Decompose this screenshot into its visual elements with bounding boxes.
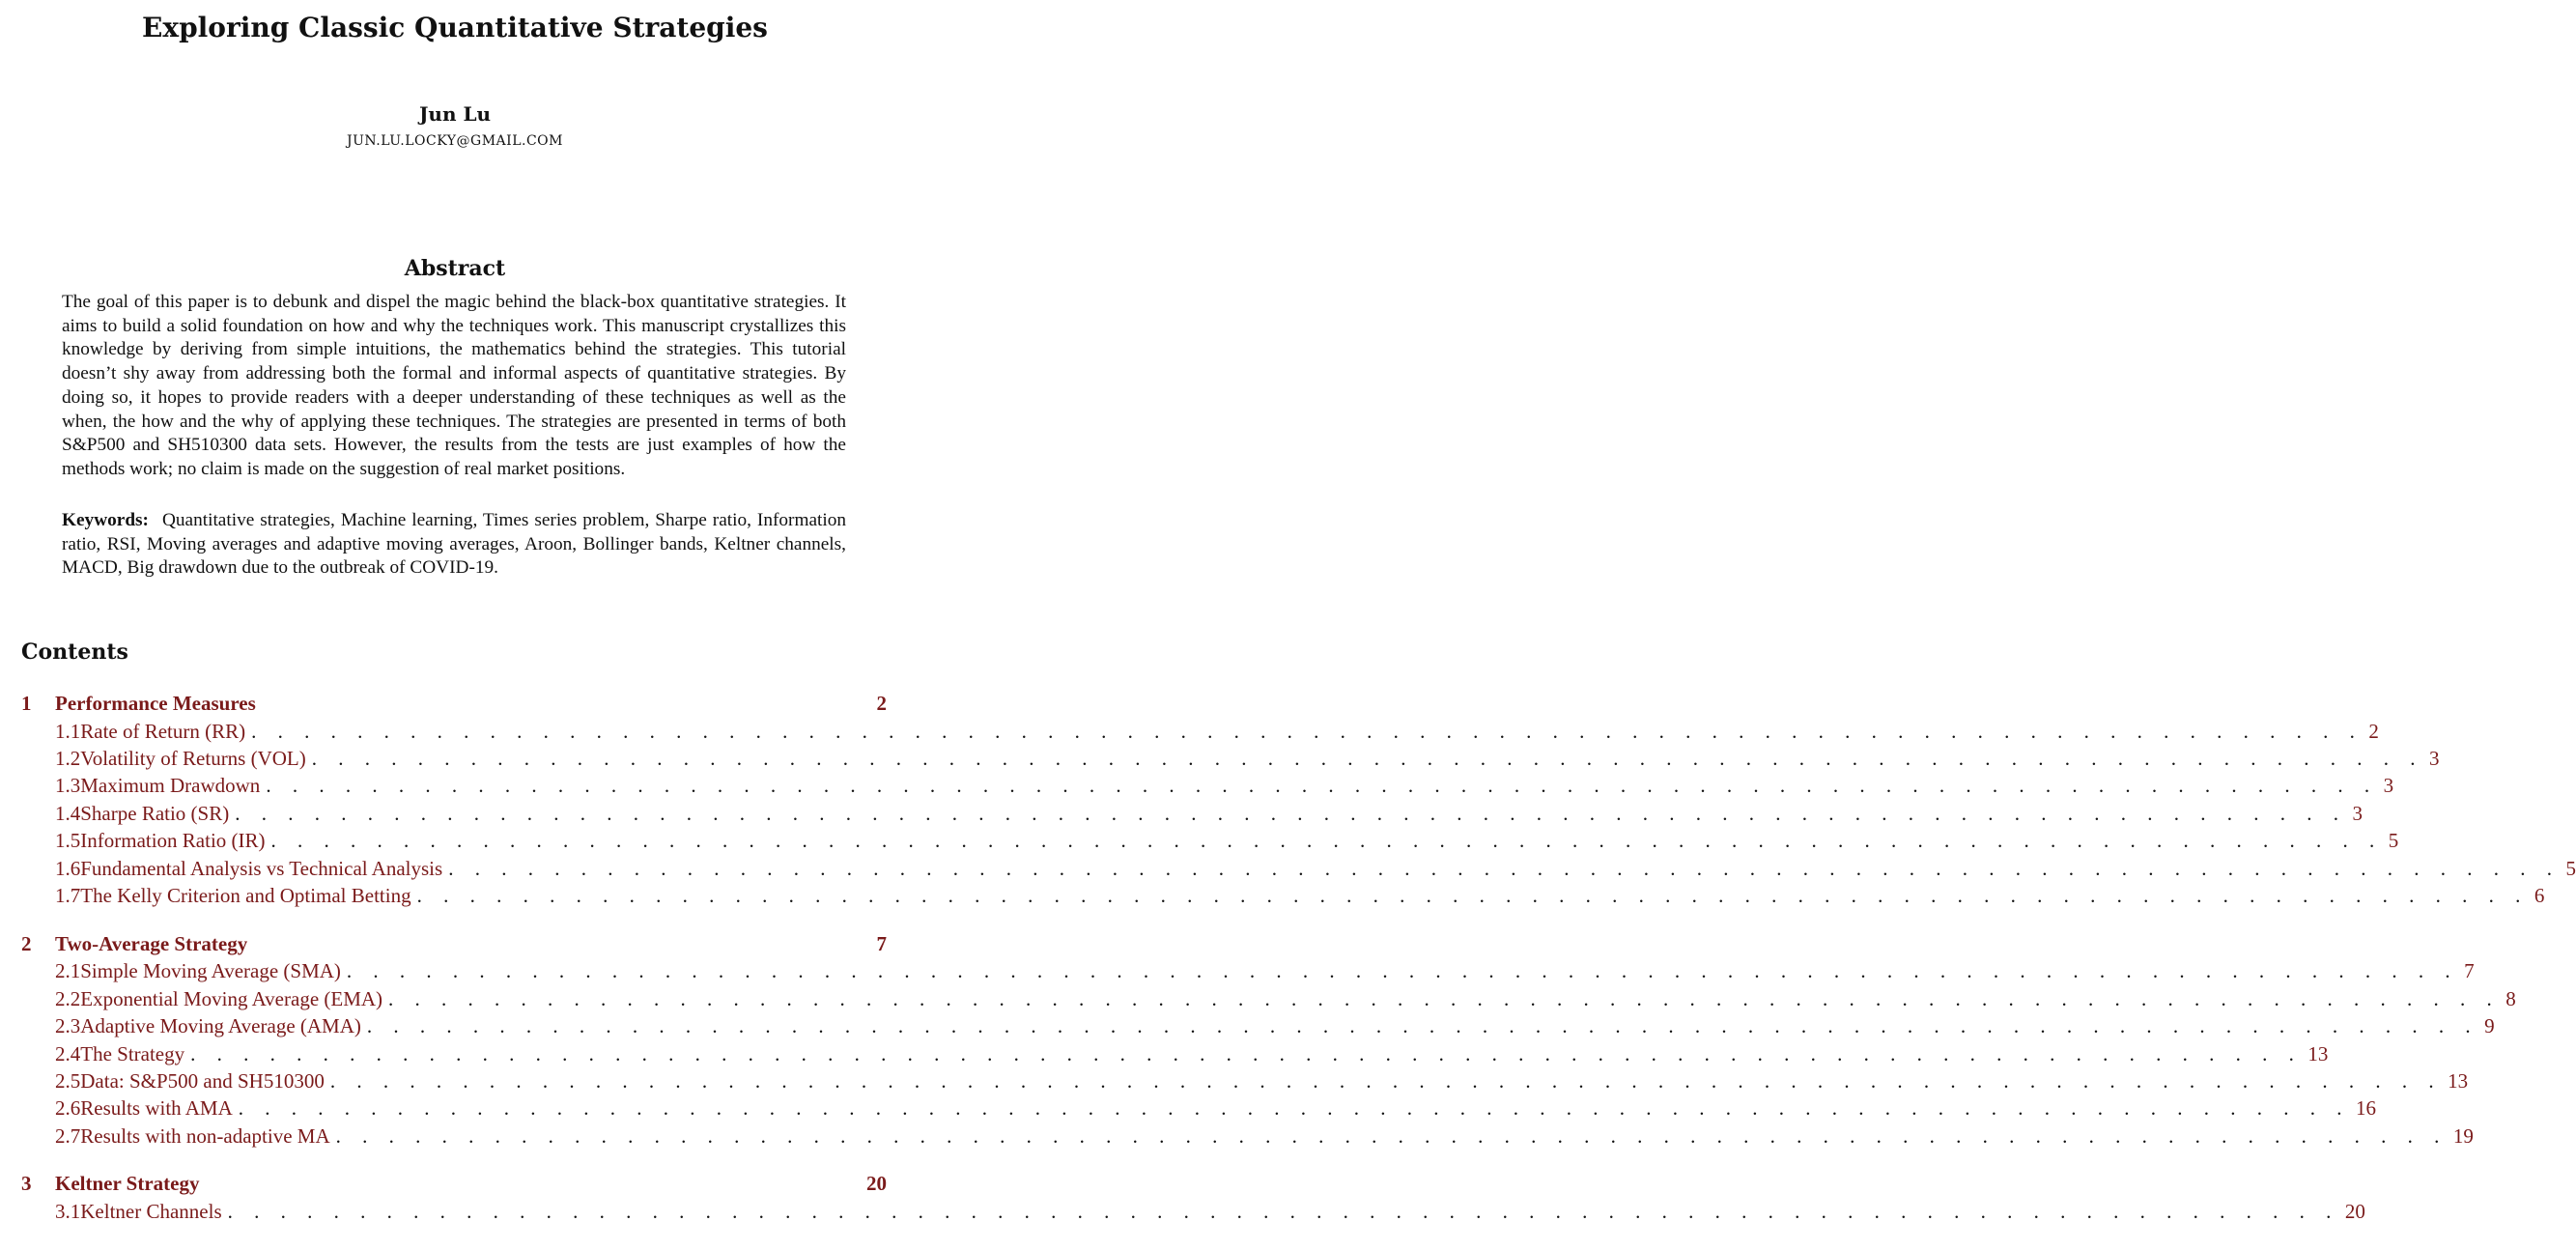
toc-leader-dots: . . . . . . . . . . . . . . . . . . . . . . . . . . . . . . . . . . . . . . . . . . . . . . . . . . . . . . . . . . . . . . . . . . . . . . . . . . . . . . . . xyxy=(346,959,2459,983)
keywords-text: Quantitative strategies, Machine learning, Times series problem, Sharpe ratio, Information ratio, RSI, Moving averages and adaptive moving averages, Aroon, Bollinger bands, Keltner channels, MACD, Big drawdown due to the outbreak of COVID-19. xyxy=(62,510,846,579)
toc-subsection-number: 2.6 xyxy=(55,1096,81,1121)
toc-section-title[interactable]: Performance Measures xyxy=(55,692,256,715)
toc-subsection[interactable] xyxy=(21,958,2475,985)
toc-page-number[interactable]: 3 xyxy=(2352,801,2363,825)
toc-page-number[interactable]: 8 xyxy=(2505,986,2516,1010)
toc-section-title[interactable]: Two-Average Strategy xyxy=(55,931,248,955)
toc-subsection[interactable] xyxy=(21,882,2545,909)
contents-heading: Contents xyxy=(21,639,128,665)
toc-page-number[interactable]: 3 xyxy=(2429,747,2440,771)
toc-leader-dots: . . . . . . . . . . . . . . . . . . . . . . . . . . . . . . . . . . . . . . . . . . . . . . . . . . . . . . . . . . . . . . . . . . . . . . . . . . . . . . . . xyxy=(235,801,2347,825)
toc-section-number: 3 xyxy=(21,1172,32,1196)
toc-leader-dots: . . . . . . . . . . . . . . . . . . . . . . . . . . . . . . . . . . . . . . . . . . . . . . . . . . . . . . . . . . . . . . . . . . . . . . . . . . . . . . . . xyxy=(251,719,2364,743)
toc-subsection-title[interactable]: Adaptive Moving Average (AMA) xyxy=(80,1014,361,1038)
toc-leader-dots: . . . . . . . . . . . . . . . . . . . . . . . . . . . . . . . . . . . . . . . . . . . . . . . . . . . . . . . . . . . . . . . . . . . . . . . . . . . . . . . . xyxy=(270,829,2383,853)
toc-page-number[interactable]: 5 xyxy=(2388,829,2399,853)
toc-leader-dots: . . . . . . . . . . . . . . . . . . . . . . . . . . . . . . . . . . . . . . . . . . . . . . . . . . . . . . . . . . . . . . . . . . . . . . . . . . . . . . . . xyxy=(388,986,2501,1010)
toc-subsection[interactable] xyxy=(21,1122,2474,1150)
toc-subsection-number: 1.2 xyxy=(55,747,81,771)
toc-subsection-title[interactable]: Data: S&P500 and SH510300 xyxy=(80,1068,325,1093)
toc-section[interactable] xyxy=(21,690,887,718)
toc-page-number[interactable]: 7 xyxy=(2464,959,2475,983)
toc-page-number[interactable]: 5 xyxy=(2565,856,2576,880)
toc-page-number[interactable]: 16 xyxy=(2356,1096,2377,1121)
toc-subsection[interactable] xyxy=(21,745,2440,772)
toc-page-number[interactable]: 2 xyxy=(2368,719,2379,743)
toc-page-number[interactable]: 20 xyxy=(2344,1200,2365,1224)
keywords xyxy=(62,509,846,581)
toc-leader-dots: . . . . . . . . . . . . . . . . . . . . . . . . . . . . . . . . . . . . . . . . . . . . . . . . . . . . . . . . . . . . . . . . . . . . . . . . . . . . . . . . xyxy=(266,774,2378,798)
toc-leader-dots: . . . . . . . . . . . . . . . . . . . . . . . . . . . . . . . . . . . . . . . . . . . . . . . . . . . . . . . . . . . . . . . . . . . . . . . . . . . . . . . . xyxy=(416,884,2529,908)
toc-subsection-number: 1.1 xyxy=(55,719,81,743)
toc-page-number[interactable]: 20 xyxy=(866,1172,887,1196)
toc-page-number[interactable]: 13 xyxy=(2448,1068,2469,1093)
toc-subsection-title[interactable]: Simple Moving Average (SMA) xyxy=(80,959,341,983)
toc-leader-dots: . . . . . . . . . . . . . . . . . . . . . . . . . . . . . . . . . . . . . . . . . . . . . . . . . . . . . . . . . . . . . . . . . . . . . . . . . . . . . . . . xyxy=(448,856,2561,880)
toc-subsection[interactable] xyxy=(21,828,2399,855)
toc-subsection-number: 1.4 xyxy=(55,801,81,825)
toc-page-number[interactable]: 13 xyxy=(2307,1041,2329,1065)
toc-leader-dots: . . . . . . . . . . . . . . . . . . . . . . . . . . . . . . . . . . . . . . . . . . . . . . . . . . . . . . . . . . . . . . . . . . . . . . . . . . . . . . . . xyxy=(335,1123,2448,1148)
toc-leader-dots: . . . . . . . . . . . . . . . . . . . . . . . . . . . . . . . . . . . . . . . . . . . . . . . . . . . . . . . . . . . . . . . . . . . . . . . . . . . . . . . . xyxy=(366,1014,2479,1038)
toc-section-number: 2 xyxy=(21,931,32,955)
toc-subsection-number: 2.4 xyxy=(55,1041,81,1065)
toc-leader-dots: . . . . . . . . . . . . . . . . . . . . . . . . . . . . . . . . . . . . . . . . . . . . . . . . . . . . . . . . . . . . . . . . . . . . . . . . . . . . . . . . xyxy=(329,1068,2443,1093)
toc-subsection-number: 2.3 xyxy=(55,1014,81,1038)
toc-subsection[interactable] xyxy=(21,1013,2495,1040)
keywords-label: Keywords: xyxy=(62,510,149,530)
toc-section-title[interactable]: Keltner Strategy xyxy=(55,1172,200,1196)
toc-subsection-number: 2.1 xyxy=(55,959,81,983)
toc-page-number[interactable]: 3 xyxy=(2383,774,2394,798)
author-name: Jun Lu xyxy=(418,102,492,126)
toc-subsection-title[interactable]: Rate of Return (RR) xyxy=(80,719,246,743)
toc-subsection-title[interactable]: Results with AMA xyxy=(80,1096,233,1121)
toc-leader-dots: . . . . . . . . . . . . . . . . . . . . . . . . . . . . . . . . . . . . . . . . . . . . . . . . . . . . . . . . . . . . . . . . . . . . . . . . . . . . . . . . xyxy=(311,747,2424,771)
toc-subsection-title[interactable]: Sharpe Ratio (SR) xyxy=(80,801,230,825)
toc-page-number[interactable]: 6 xyxy=(2534,884,2545,908)
toc-subsection[interactable] xyxy=(21,718,2379,745)
toc-subsection-number: 1.6 xyxy=(55,856,81,880)
toc-subsection[interactable] xyxy=(21,1198,2365,1225)
toc-subsection[interactable] xyxy=(21,1067,2469,1094)
toc-subsection-title[interactable]: The Strategy xyxy=(80,1041,185,1065)
toc-subsection-title[interactable]: Maximum Drawdown xyxy=(80,774,261,798)
toc-subsection[interactable] xyxy=(21,773,2394,800)
table-of-contents xyxy=(21,690,2576,1226)
abstract-text: The goal of this paper is to debunk and dispel the magic behind the black-box quantitative strategies. It aims to build a solid foundation on how and why the techniques work. This manuscript crystallizes this knowledge by deriving from simple intuitions, the mathematics behind the strategies. This tutorial doesn’t shy away from addressing both the formal and informal aspects of quantitative strategies. By doing so, it hopes to provide readers with a deeper understanding of these techniques as well as the when, the how and the why of applying these techniques. The strategies are presented in terms of both S&P500 and SH510300 data sets. However, the results from the tests are just examples of how the methods work; no claim is made on the suggestion of real market positions. xyxy=(62,292,846,479)
toc-page-number[interactable]: 2 xyxy=(876,692,887,715)
toc-page-number[interactable]: 7 xyxy=(876,931,887,955)
toc-subsection[interactable] xyxy=(21,1095,2377,1122)
toc-subsection-number: 2.2 xyxy=(55,986,81,1010)
toc-subsection[interactable] xyxy=(21,800,2363,827)
toc-page-number[interactable]: 19 xyxy=(2452,1123,2474,1148)
toc-subsection-number: 3.1 xyxy=(55,1200,81,1224)
toc-subsection-number: 2.7 xyxy=(55,1123,81,1148)
toc-subsection-number: 2.5 xyxy=(55,1068,81,1093)
toc-leader-dots: . . . . . . . . . . . . . . . . . . . . . . . . . . . . . . . . . . . . . . . . . . . . . . . . . . . . . . . . . . . . . . . . . . . . . . . . . . . . . . . . xyxy=(190,1041,2303,1065)
toc-subsection[interactable] xyxy=(21,855,2576,882)
toc-subsection-number: 1.5 xyxy=(55,829,81,853)
toc-section[interactable] xyxy=(21,1170,887,1198)
toc-leader-dots: . . . . . . . . . . . . . . . . . . . . . . . . . . . . . . . . . . . . . . . . . . . . . . . . . . . . . . . . . . . . . . . . . . . . . . . . . . . . . . . . xyxy=(238,1096,2351,1121)
author-email: JUN.LU.LOCKY@GMAIL.COM xyxy=(347,133,563,149)
toc-subsection-title[interactable]: Keltner Channels xyxy=(80,1200,222,1224)
toc-subsection-title[interactable]: Exponential Moving Average (EMA) xyxy=(80,986,383,1010)
toc-subsection[interactable] xyxy=(21,1040,2329,1067)
toc-subsection-number: 1.3 xyxy=(55,774,81,798)
toc-section-number: 1 xyxy=(21,692,32,715)
paper-title: Exploring Classic Quantitative Strategies xyxy=(142,12,768,43)
toc-section[interactable] xyxy=(21,930,887,958)
toc-subsection-title[interactable]: The Kelly Criterion and Optimal Betting xyxy=(80,884,411,908)
toc-subsection-number: 1.7 xyxy=(55,884,81,908)
toc-leader-dots: . . . . . . . . . . . . . . . . . . . . . . . . . . . . . . . . . . . . . . . . . . . . . . . . . . . . . . . . . . . . . . . . . . . . . . . . . . . . . . . . xyxy=(227,1200,2339,1224)
toc-page-number[interactable]: 9 xyxy=(2484,1014,2495,1038)
abstract-heading: Abstract xyxy=(404,256,506,281)
toc-subsection-title[interactable]: Results with non-adaptive MA xyxy=(80,1123,330,1148)
toc-subsection-title[interactable]: Information Ratio (IR) xyxy=(80,829,266,853)
toc-subsection[interactable] xyxy=(21,985,2516,1012)
toc-subsection-title[interactable]: Volatility of Returns (VOL) xyxy=(80,747,306,771)
toc-subsection-title[interactable]: Fundamental Analysis vs Technical Analysis xyxy=(80,856,443,880)
